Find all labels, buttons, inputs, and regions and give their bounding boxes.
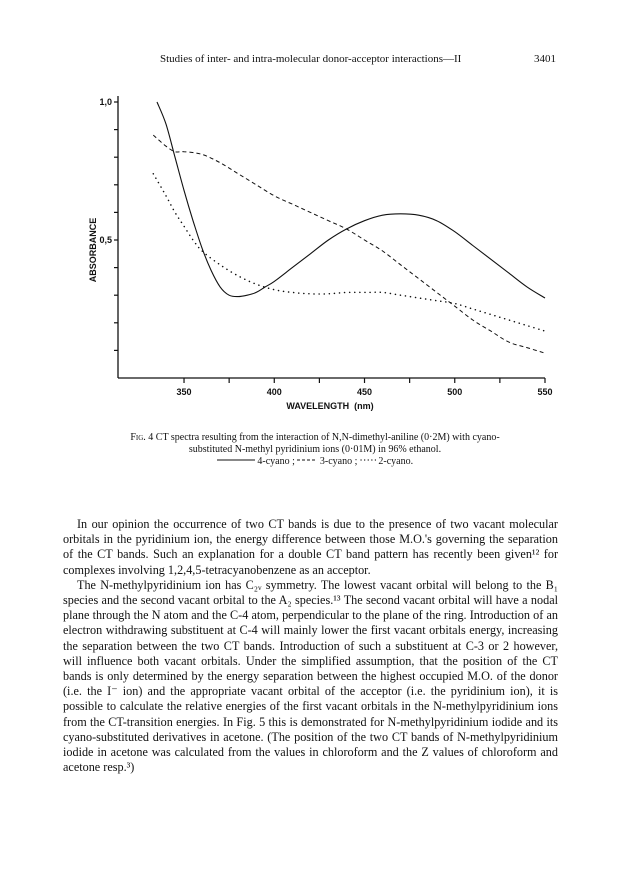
x-tick-marks xyxy=(184,378,545,383)
y-tick-labels xyxy=(99,97,112,245)
y-tick-label: 1,0 xyxy=(99,97,112,107)
y-axis-label: ABSORBANCE xyxy=(88,217,98,283)
page-number: 3401 xyxy=(534,53,556,65)
x-tick-label: 350 xyxy=(176,387,192,397)
legend-dotted-swatch xyxy=(360,456,376,464)
figure-label: Fig. 4 xyxy=(130,432,154,443)
x-tick-labels xyxy=(177,387,553,397)
body-text xyxy=(63,517,558,775)
x-tick-label: 550 xyxy=(537,387,553,397)
legend-dotted-label: 2-cyano. xyxy=(378,456,414,467)
running-title: Studies of inter- and intra-molecular donor-acceptor interactions—II xyxy=(160,53,462,65)
y-tick-label: 0,5 xyxy=(99,235,112,245)
legend-solid-label: 4-cyano ; xyxy=(257,456,295,467)
caption-line-2: substituted N-methyl pyridinium ions (0·01M) in 96% ethanol. xyxy=(188,444,442,455)
chart-series xyxy=(153,102,545,353)
legend-dashed-swatch xyxy=(297,456,317,464)
series-line-3-cyano xyxy=(153,135,545,353)
x-tick-label: 400 xyxy=(266,387,282,397)
series-line-4-cyano xyxy=(157,102,545,298)
legend-solid-swatch xyxy=(217,456,255,464)
absorbance-chart xyxy=(0,0,624,430)
chart-axes xyxy=(118,96,545,378)
legend-dashed-label: 3-cyano ; xyxy=(319,456,358,467)
series-line-2-cyano xyxy=(153,174,545,331)
paragraph-2: The N-methylpyridinium ion has C₂ᵥ symmetry. The lowest vacant orbital will belong to the B₁ species and the second vacant orbital to the A₂ species.¹³ The second vacant orbital will have a nodal plane through the N atom and the C-4 atom, perpendicular to the plane of the ring. Introduction of an electron withdrawing substituent at C-4 will mainly lower the first vacant orbitals energy, increasing the separation between the two CT bands. Introduction of such a substituent at C-3 or 2 however, will influence both vacant orbitals. Under the simplified assumption, that the position of the CT bands is only determined by the energy separation between the highest occupied M.O. of the donor (i.e. the I⁻ ion) and the appropriate vacant orbital of the acceptor (i.e. the pyridinium ion), it is possible to calculate the relative energies of the first vacant orbitals in the N-methylpyridinium ions from the CT-transition energies. In Fig. 5 this is demonstrated for N-methylpyridinium iodide and its cyano-substituted derivatives in acetone. (The position of the two CT bands of N-methylpyridinium iodide in acetone was calculated from the values in chloroform and the Z values of chloroform and acetone resp.³) xyxy=(63,577,558,775)
x-tick-label: 500 xyxy=(447,387,463,397)
x-tick-label: 450 xyxy=(356,387,373,397)
caption-legend xyxy=(95,456,535,468)
caption-line-1: CT spectra resulting from the interaction of N,N-dimethyl-aniline (0·2M) with cyano- xyxy=(155,432,500,443)
paragraph-1: In our opinion the occurrence of two CT bands is due to the presence of two vacant molecular orbitals in the pyridinium ion, the energy difference between those M.O.'s governing the separation of the CT bands. Such an explanation for a double CT band pattern has recently been given¹² for complexes involving 1,2,4,5-tetracyanobenzene as an acceptor. xyxy=(63,517,558,577)
figure-caption xyxy=(95,432,535,468)
x-axis-label: WAVELENGTH (nm) xyxy=(286,401,374,411)
